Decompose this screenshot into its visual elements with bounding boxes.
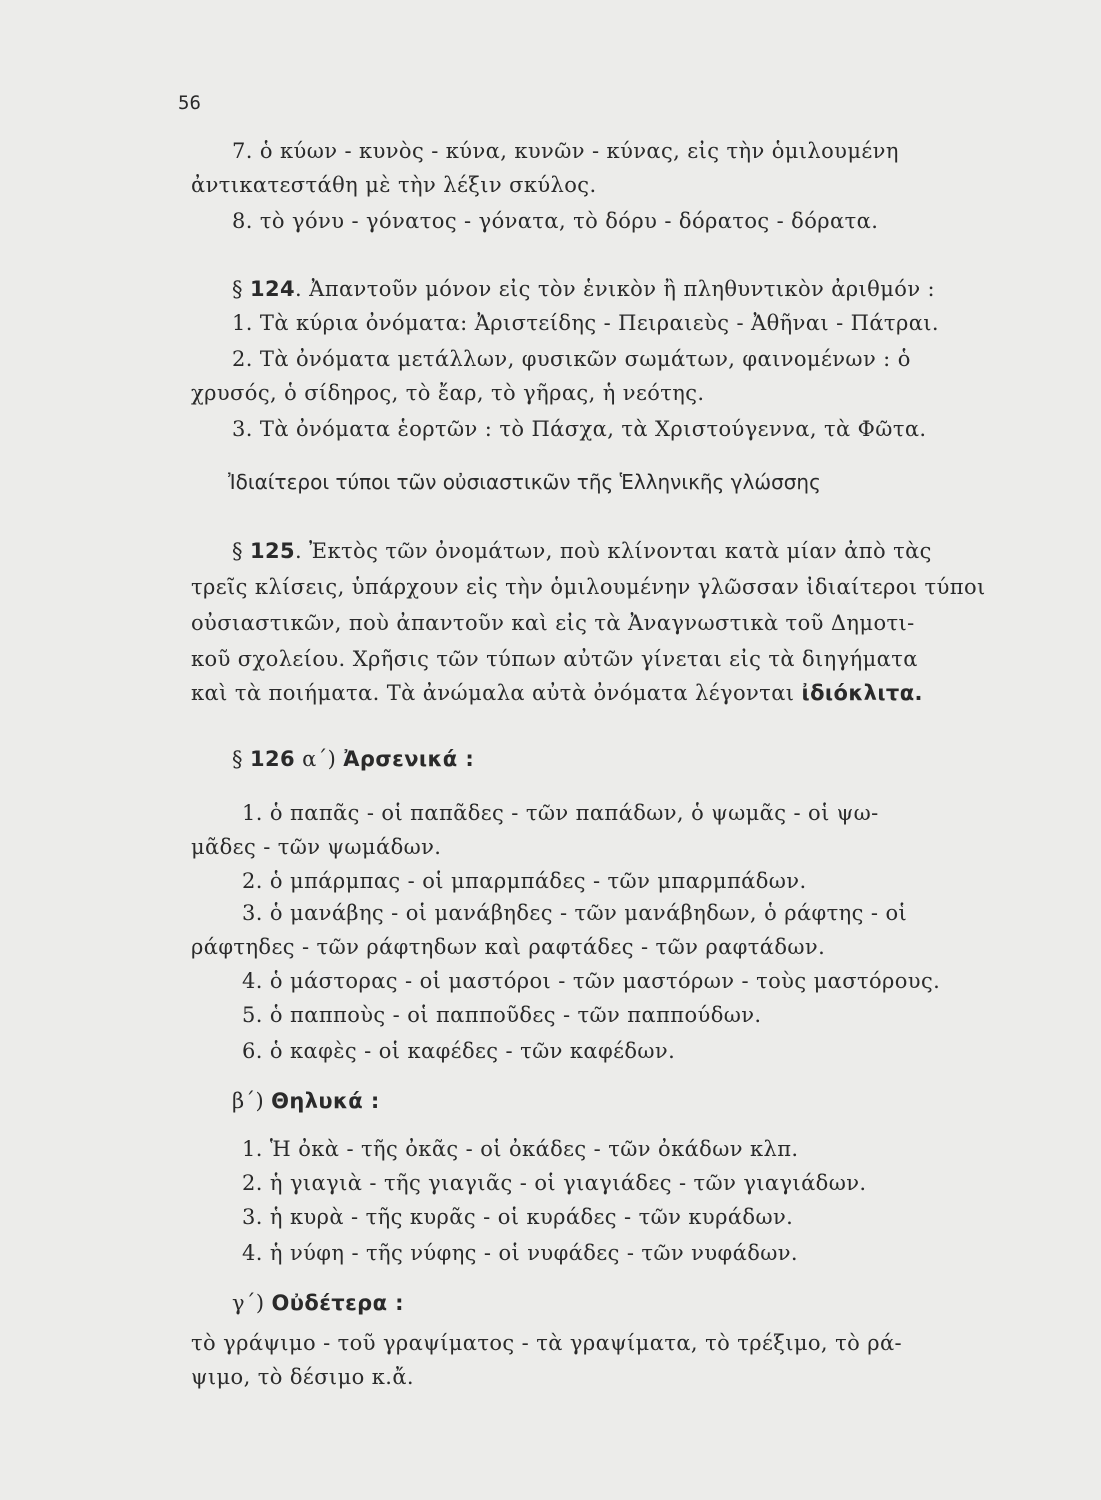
text-line: 2. ὁ μπάρμπας - οἱ μπαρμπάδες - τῶν μπαρμπάδων. bbox=[242, 869, 807, 893]
text-line: οὐσιαστικῶν, ποὺ ἀπαντοῦν καὶ εἰς τὰ Ἀναγνωστικὰ τοῦ Δημοτι- bbox=[191, 611, 915, 635]
subsection-title: Θηλυκά : bbox=[271, 1089, 380, 1113]
page-number: 56 bbox=[178, 92, 201, 114]
text-line: 2. Τὰ ὀνόματα μετάλλων, φυσικῶν σωμάτων, φαινομένων : ὁ bbox=[232, 347, 911, 371]
section-number: 126 bbox=[249, 747, 296, 771]
subsection-title: Ἀρσενικά : bbox=[343, 747, 475, 771]
text-line: 4. ἡ νύφη - τῆς νύφης - οἱ νυφάδες - τῶν νυφάδων. bbox=[242, 1241, 799, 1265]
text-line: ἀντικατεστάθη μὲ τὴν λέξιν σκύλος. bbox=[191, 173, 597, 197]
subsection-title: Οὐδέτερα : bbox=[271, 1291, 404, 1315]
text-line: τὸ γράψιμο - τοῦ γραψίματος - τὰ γραψίματα, τὸ τρέξιμο, τὸ ρά- bbox=[191, 1331, 903, 1355]
text-line: 6. ὁ καφὲς - οἱ καφέδες - τῶν καφέδων. bbox=[242, 1039, 676, 1063]
text-line: 5. ὁ παπποὺς - οἱ παπποῦδες - τῶν παππούδων. bbox=[242, 1003, 762, 1027]
text-line: χρυσός, ὁ σίδηρος, τὸ ἔαρ, τὸ γῆρας, ἡ νεότης. bbox=[191, 381, 705, 405]
text-line: 3. Τὰ ὀνόματα ἑορτῶν : τὸ Πάσχα, τὰ Χριστούγεννα, τὰ Φῶτα. bbox=[232, 417, 927, 441]
text-span: καὶ τὰ ποιήματα. Τὰ ἀνώμαλα αὐτὰ ὀνόματα λέγονται bbox=[191, 681, 802, 705]
text-line: 4. ὁ μάστορας - οἱ μαστόροι - τῶν μαστόρων - τοὺς μαστόρους. bbox=[242, 969, 941, 993]
section-sign: § bbox=[232, 277, 250, 301]
section-number: 125 bbox=[249, 539, 296, 563]
text-line: ψιμο, τὸ δέσιμο κ.ἄ. bbox=[191, 1365, 414, 1389]
section-sign: § bbox=[232, 747, 250, 771]
text-line: τρεῖς κλίσεις, ὑπάρχουν εἰς τὴν ὁμιλουμένην γλῶσσαν ἰδιαίτεροι τύποι bbox=[191, 575, 986, 599]
text-line: 1. ὁ παπᾶς - οἱ παπᾶδες - τῶν παπάδων, ὁ ψωμᾶς - οἱ ψω- bbox=[242, 801, 879, 825]
section-number: 124 bbox=[249, 277, 296, 301]
subsection-beta bbox=[232, 1088, 380, 1114]
text-line: 3. ὁ μανάβης - οἱ μανάβηδες - τῶν μανάβηδων, ὁ ράφτης - οἱ bbox=[242, 901, 908, 925]
subsection-label: β΄) bbox=[232, 1089, 272, 1113]
section-125 bbox=[232, 538, 932, 564]
section-text: . Ἀπαντοῦν μόνον εἰς τὸν ἑνικὸν ἢ πληθυντικὸν ἀριθμόν : bbox=[295, 277, 936, 301]
section-heading: Ἰδιαίτεροι τύποι τῶν οὐσιαστικῶν τῆς Ἑλληνικῆς γλώσσης bbox=[228, 470, 821, 494]
text-line: 8. τὸ γόνυ - γόνατος - γόνατα, τὸ δόρυ - δόρατος - δόρατα. bbox=[232, 209, 879, 233]
text-line: ράφτηδες - τῶν ράφτηδων καὶ ραφτάδες - τῶν ραφτάδων. bbox=[191, 935, 826, 959]
text-line: 1. Ἡ ὀκὰ - τῆς ὀκᾶς - οἱ ὀκάδες - τῶν ὀκάδων κλπ. bbox=[242, 1137, 799, 1161]
text-line: 3. ἡ κυρὰ - τῆς κυρᾶς - οἱ κυράδες - τῶν κυράδων. bbox=[242, 1205, 794, 1229]
text-line: κοῦ σχολείου. Χρῆσις τῶν τύπων αὐτῶν γίνεται εἰς τὰ διηγήματα bbox=[191, 647, 918, 671]
subsection-label: γ΄) bbox=[232, 1291, 272, 1315]
text-line: 2. ἡ γιαγιὰ - τῆς γιαγιᾶς - οἱ γιαγιάδες - τῶν γιαγιάδων. bbox=[242, 1171, 867, 1195]
subsection-gamma bbox=[232, 1290, 404, 1316]
section-126 bbox=[232, 746, 474, 772]
section-sign: § bbox=[232, 539, 250, 563]
text-line bbox=[191, 680, 923, 706]
section-124 bbox=[232, 276, 935, 302]
section-text: . Ἐκτὸς τῶν ὀνομάτων, ποὺ κλίνονται κατὰ μίαν ἀπὸ τὰς bbox=[295, 539, 932, 563]
text-line: 7. ὁ κύων - κυνὸς - κύνα, κυνῶν - κύνας, εἰς τὴν ὁμιλουμένη bbox=[232, 139, 899, 163]
text-line: 1. Τὰ κύρια ὀνόματα: Ἀριστείδης - Πειραιεὺς - Ἀθῆναι - Πάτραι. bbox=[232, 311, 939, 335]
subsection-label: α΄) bbox=[295, 747, 344, 771]
text-line: μᾶδες - τῶν ψωμάδων. bbox=[191, 835, 442, 859]
bold-term: ἰδιόκλιτα. bbox=[801, 681, 923, 705]
